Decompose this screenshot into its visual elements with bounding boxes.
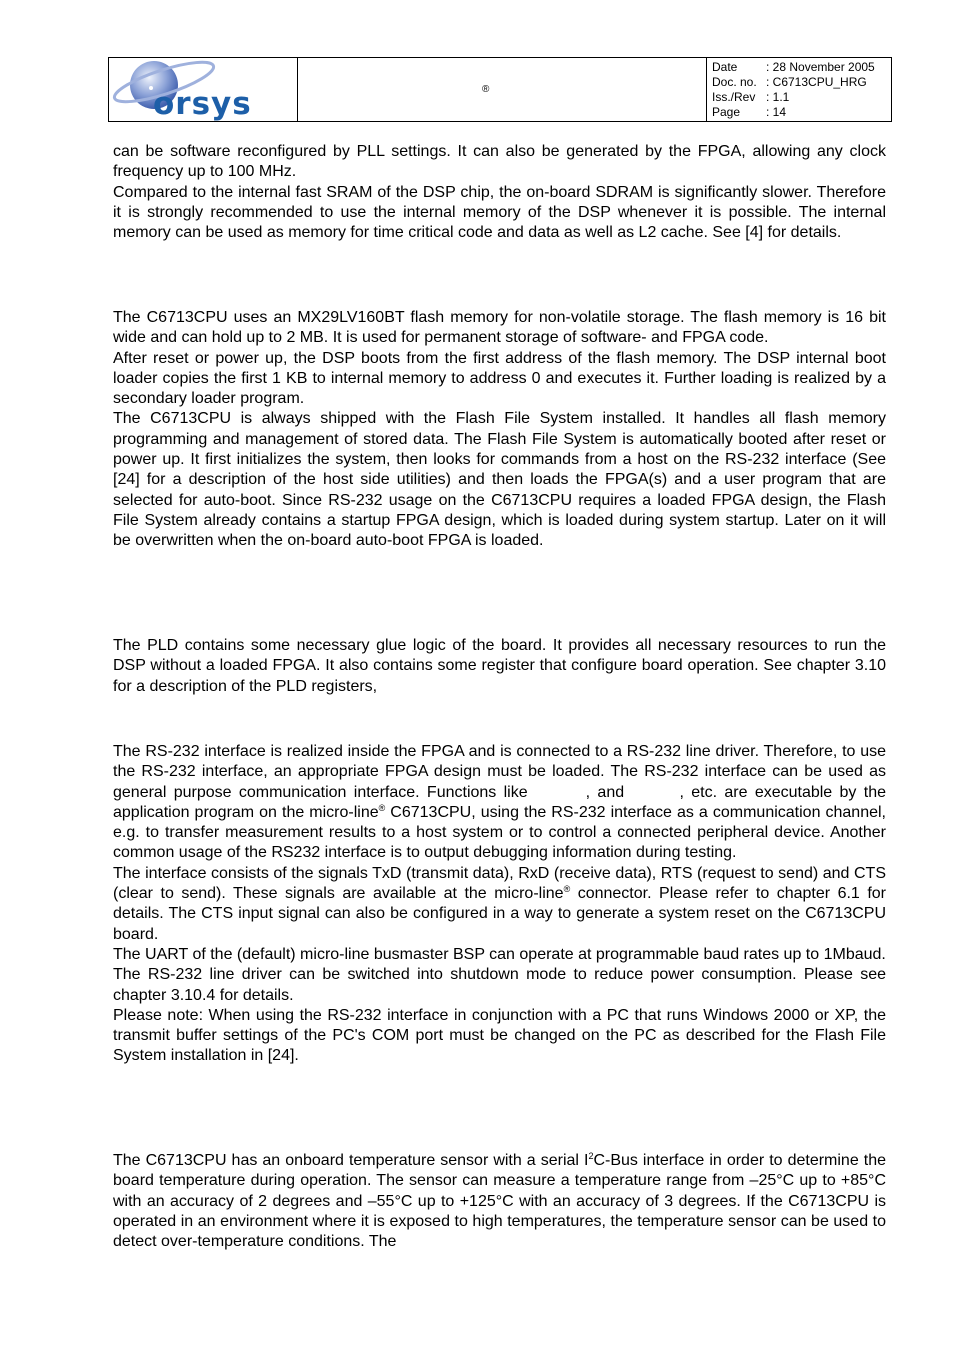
paragraph: After reset or power up, the DSP boots from the first address of the flash memory. The DSP internal boot loader copies the first 1 KB to internal memory to address 0 and executes it. Further loading is realized by a secondary loader program.: [113, 349, 886, 408]
section-temperature: [113, 1151, 886, 1252]
section-rs232: [113, 742, 886, 1067]
paragraph: can be software reconfigured by PLL settings. It can also be generated by the FPGA, allowing any clock frequency up to 100 MHz.: [113, 143, 886, 181]
paragraph: The interface consists of the signals TxD (transmit data), RxD (receive data), RTS (request to send) and CTS (clear to send). These signals are available at the micro-line® connector. Please refer to chapter 6.1 for details. The CTS input signal can also be configured in a way to generate a system reset on the C6713CPU board.: [113, 864, 887, 943]
header-title-cell: [298, 58, 707, 121]
registered-mark: ®: [482, 84, 490, 95]
paragraph: The PLD contains some necessary glue logic of the board. It provides all necessary resources to run the DSP without a loaded FPGA. It also contains some register that configure board operation. See chapter 3.10 for a description of the PLD registers,: [113, 637, 886, 695]
section-flash: [113, 308, 886, 552]
paragraph: Compared to the internal fast SRAM of the DSP chip, the on-board SDRAM is significantly slower. Therefore it is strongly recommended to use the internal memory of the DSP whenever it is possible. The internal memory can be used as memory for time critical code and data as well as L2 cache. See [4] for details.: [113, 183, 886, 242]
page-header: [108, 57, 892, 122]
section-pld: [113, 636, 886, 697]
info-date: Date : 28 November 2005: [712, 60, 875, 74]
document-info: [707, 58, 891, 121]
paragraph: The C6713CPU uses an MX29LV160BT flash memory for non-volatile storage. The flash memory is 16 bit wide and can hold up to 2 MB. It is used for permanent storage of software- and FPGA code.: [113, 309, 886, 347]
paragraph: The RS-232 line driver can be switched into shutdown mode to reduce power consumption. Please see chapter 3.10.4 for details.: [113, 966, 886, 1004]
info-issue-rev: Iss./Rev : 1.1: [712, 90, 790, 104]
logo-text: orsys: [153, 86, 252, 122]
paragraph: The C6713CPU has an onboard temperature sensor with a serial $I^2C$-Bus interface in order to determine the board temperature during operation. The sensor can measure a temperature range from –25°C up to +85°C with an accuracy of 2 degrees and –55°C up to +125°C with an accuracy of 3 degrees. If the C6713CPU is operated in an environment where it is exposed to high temperatures, the temperature sensor can be used to detect over-temperature conditions. The: [113, 1151, 886, 1251]
info-doc-no: Doc. no. : C6713CPU_HRG: [712, 75, 867, 89]
info-page: Page : 14: [712, 105, 787, 119]
section-sdram: [113, 142, 886, 243]
paragraph: The C6713CPU is always shipped with the Flash File System installed. It handles all flash memory programming and management of stored data. The Flash File System is automatically booted after reset or power up. It first initializes the system, then looks for commands from a host on the RS-232 interface (See [24] for a description of the host side utilities) and then loads the FPGA(s) and a user program that are selected for auto-boot. Since RS-232 usage on the C6713CPU requires a loaded FPGA design, the Flash File System already contains a startup FPGA design, which is loaded during system startup. Later on it will be overwritten when the on-board auto-boot FPGA is loaded.: [113, 410, 886, 550]
paragraph: Please note: When using the RS-232 interface in conjunction with a PC that runs Windows 2000 or XP, the transmit buffer settings of the PC's COM port must be changed on the PC as described for the Flash File System installation in [24].: [113, 1006, 886, 1065]
logo-cell: [109, 58, 298, 121]
paragraph: The RS-232 interface is realized inside the FPGA and is connected to a RS-232 line driver. Therefore, to use the RS-232 interface, an appropriate FPGA design must be loaded. The RS-232 interface can be used as general purpose communication interface. Functions like , and , etc. are executable by the application program on the micro-line® C6713CPU, using the RS-232 interface as a communication channel, e.g. to transfer measurement results to a host system or to control a connected peripheral device. Another common usage of the RS232 interface is to output debugging information during testing.: [113, 743, 887, 862]
paragraph: The UART of the (default) micro-line busmaster BSP can operate at programmable baud rates up to 1Mbaud.: [113, 945, 886, 963]
